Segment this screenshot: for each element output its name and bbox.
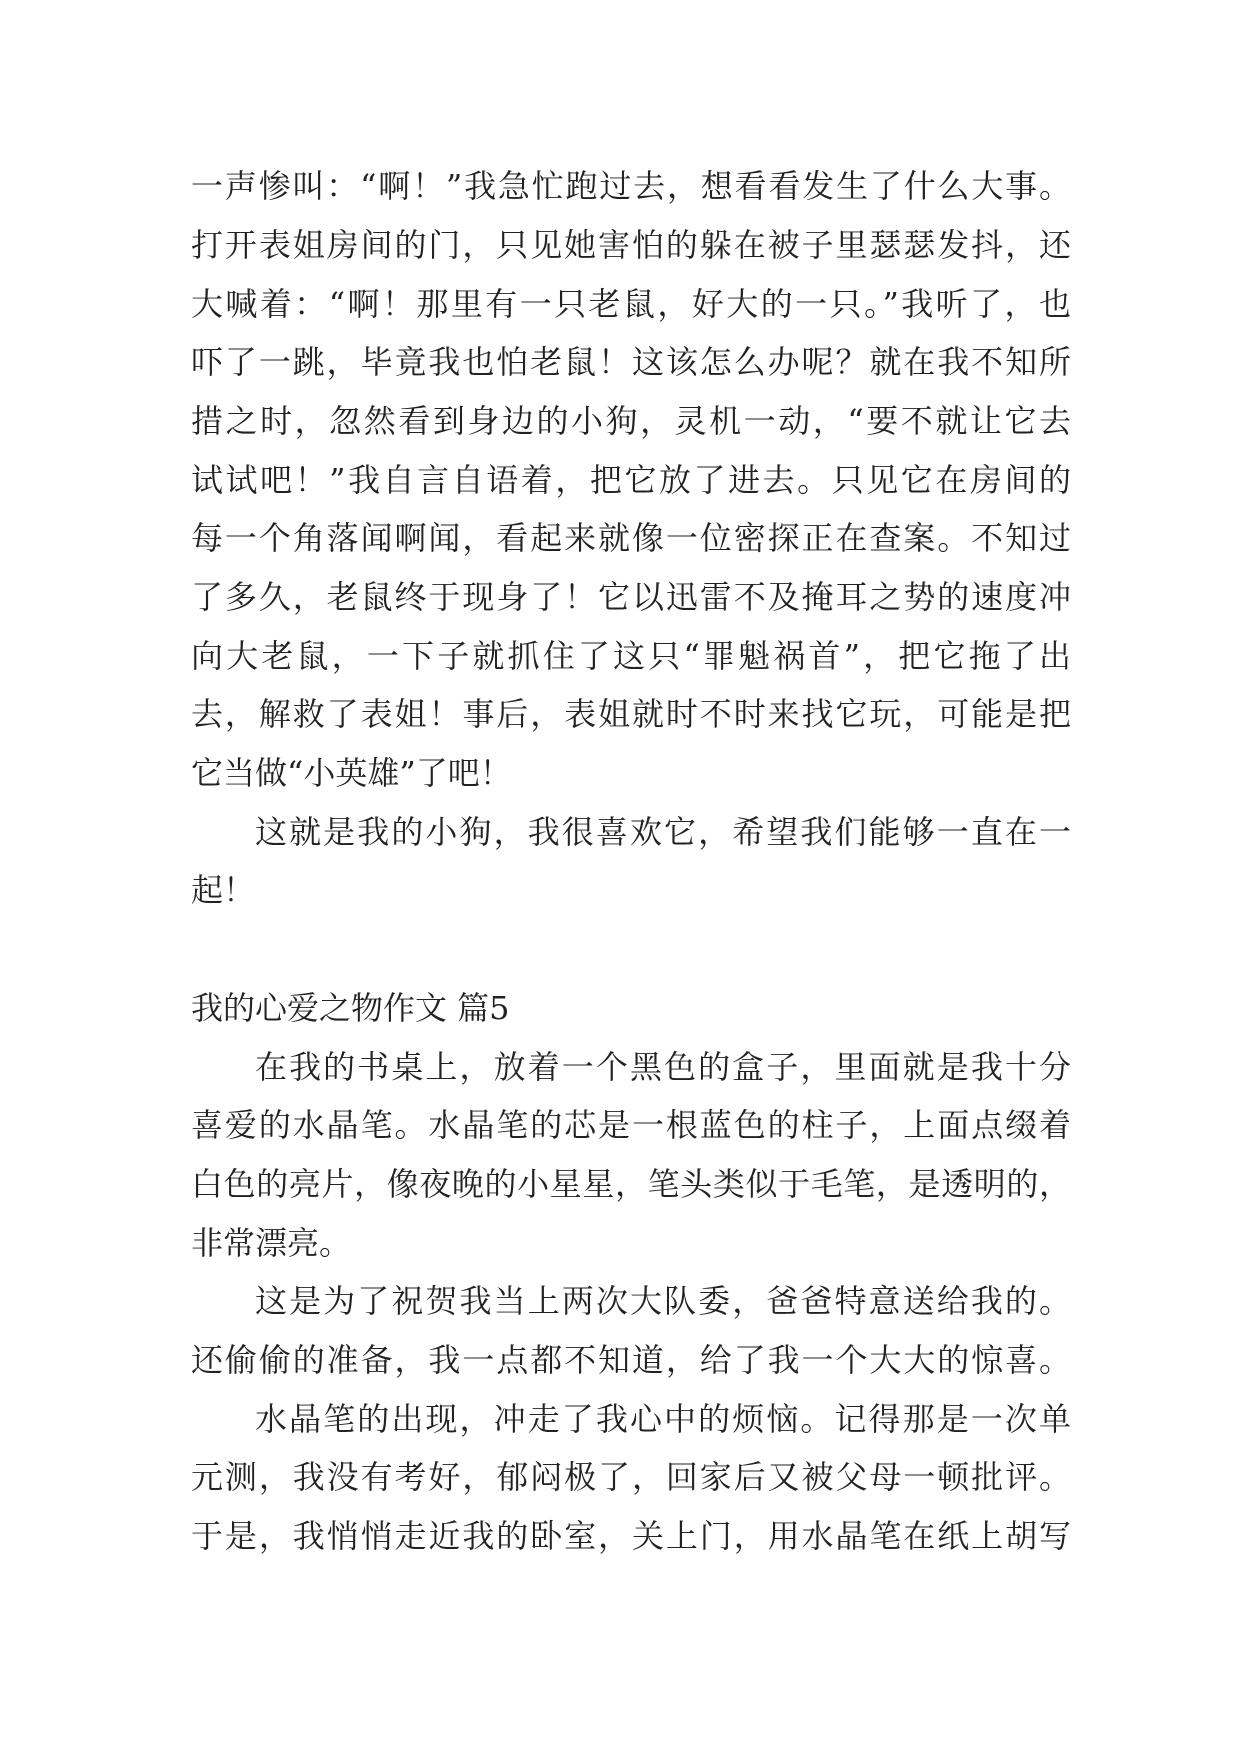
text-line: 每一个角落闻啊闻，看起来就像一位密探正在查案。不知过 [191,519,1071,557]
text-line: 喜爱的水晶笔。水晶笔的芯是一根蓝色的柱子，上面点缀着 [191,1106,1071,1144]
text-line: 这就是我的小狗，我很喜欢它，希望我们能够一直在一 [255,813,1071,851]
text-line: 试试吧！”我自言自语着，把它放了进去。只见它在房间的 [191,461,1071,499]
text-line: 大喊着：“啊！那里有一只老鼠，好大的一只。”我听了，也 [191,285,1071,323]
text-line: 于是，我悄悄走近我的卧室，关上门，用水晶笔在纸上胡写 [191,1517,1071,1555]
text-line: 这是为了祝贺我当上两次大队委，爸爸特意送给我的。 [255,1282,1071,1320]
section-heading: 我的心爱之物作文 篇5 [191,989,510,1027]
text-line: 非常漂亮。 [191,1224,352,1262]
text-line: 吓了一跳，毕竟我也怕老鼠！这该怎么办呢？就在我不知所 [191,343,1071,381]
text-line: 它当做“小英雄”了吧！ [191,754,512,792]
text-line: 在我的书桌上，放着一个黑色的盒子，里面就是我十分 [255,1048,1071,1086]
text-line: 向大老鼠，一下子就抓住了这只“罪魁祸首”，把它拖了出 [191,637,1071,675]
text-line: 起！ [191,871,256,909]
text-line: 元测，我没有考好，郁闷极了，回家后又被父母一顿批评。 [191,1458,1071,1496]
text-line: 一声惨叫：“啊！”我急忙跑过去，想看看发生了什么大事。 [191,167,1071,205]
text-line: 了多久，老鼠终于现身了！它以迅雷不及掩耳之势的速度冲 [191,578,1071,616]
text-line: 白色的亮片，像夜晚的小星星，笔头类似于毛笔，是透明的， [191,1165,1071,1203]
text-line: 水晶笔的出现，冲走了我心中的烦恼。记得那是一次单 [255,1400,1071,1438]
text-line: 措之时，忽然看到身边的小狗，灵机一动，“要不就让它去 [191,402,1071,440]
text-line: 去，解救了表姐！事后，表姐就时不时来找它玩，可能是把 [191,695,1071,733]
text-line: 打开表姐房间的门，只见她害怕的躲在被子里瑟瑟发抖，还 [191,226,1071,264]
text-line: 还偷偷的准备，我一点都不知道，给了我一个大大的惊喜。 [191,1341,1071,1379]
